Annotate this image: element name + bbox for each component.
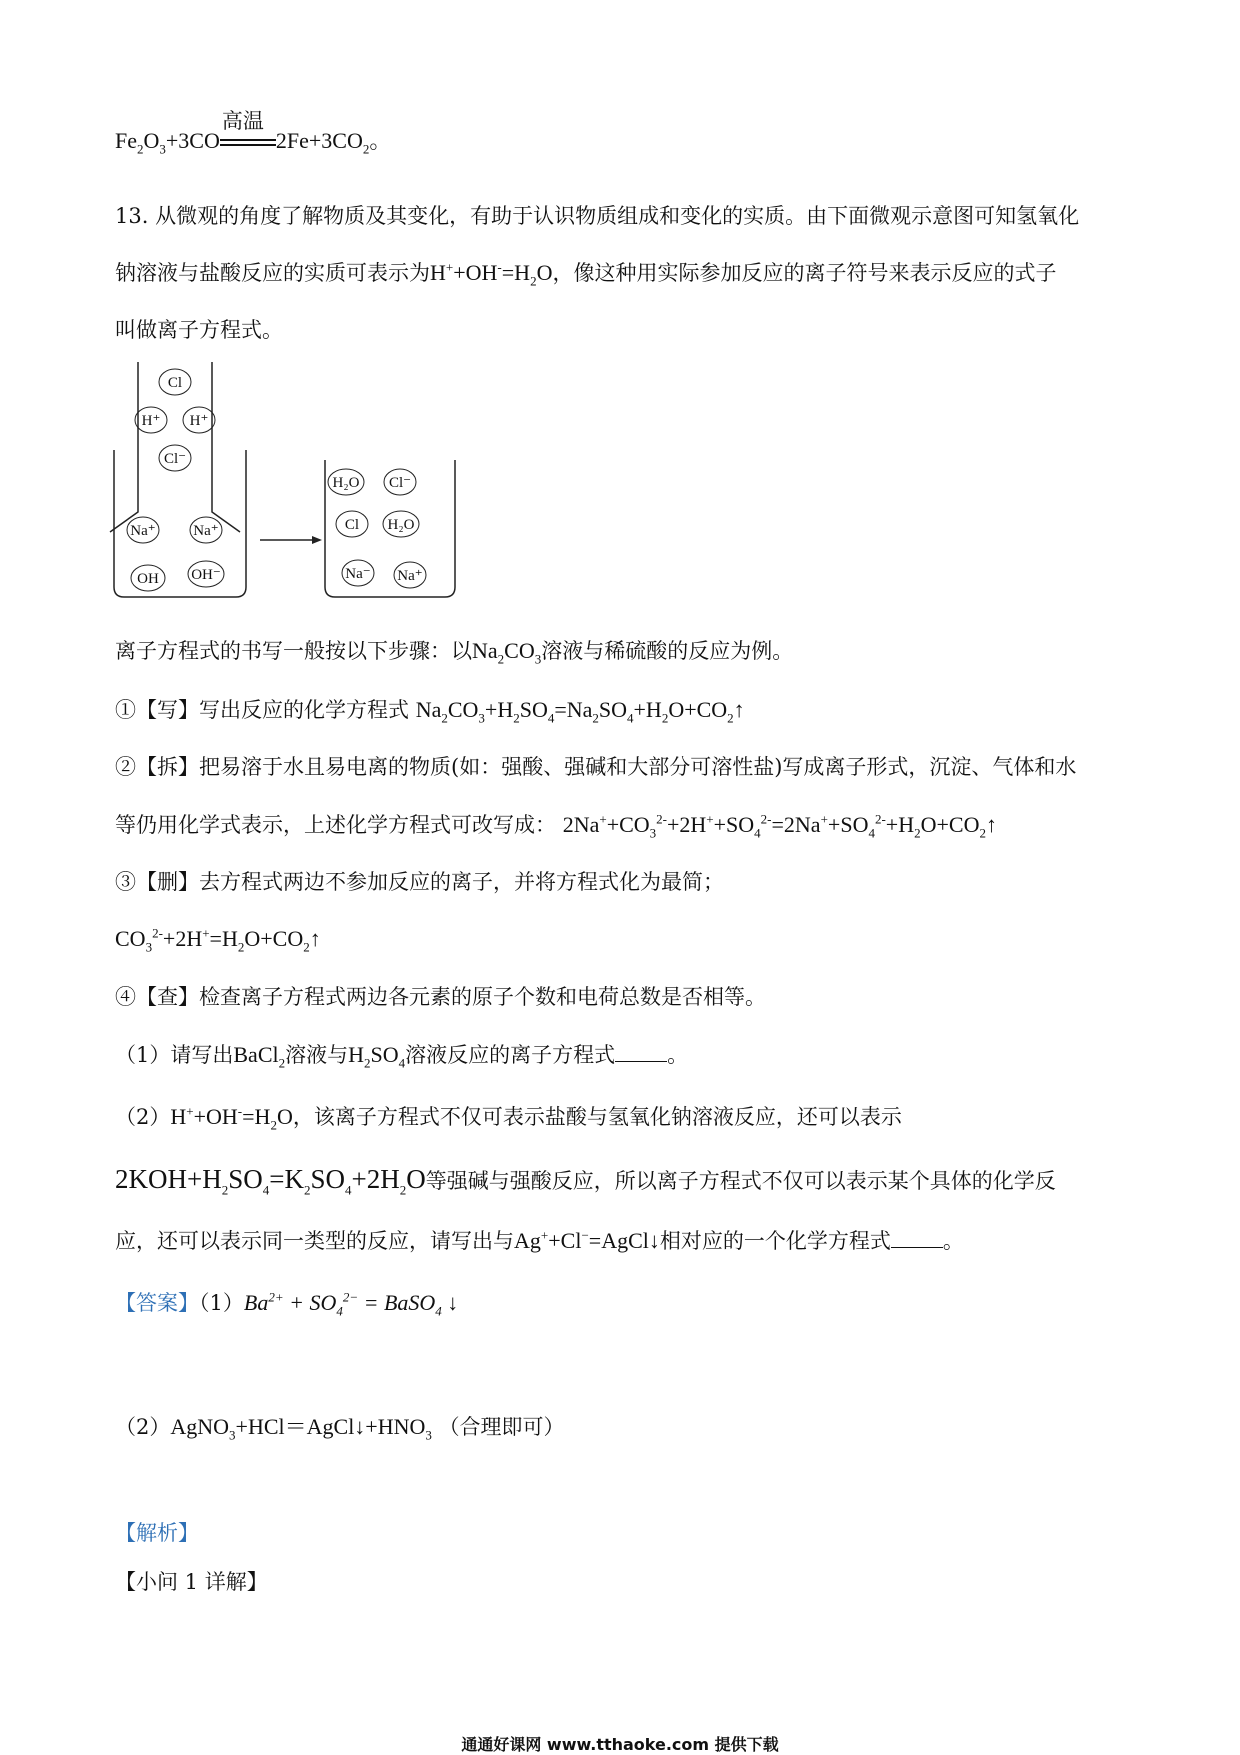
svg-text:Na⁺: Na⁺ xyxy=(130,523,156,539)
svg-text:H₂O: H₂O xyxy=(332,475,360,491)
page-footer: 通通好课网 www.tthaoke.com 提供下载 xyxy=(461,1735,779,1754)
svg-text:Na⁻: Na⁻ xyxy=(345,566,371,582)
question-13-line2: 钠溶液与盐酸反应的实质可表示为$H^++OH^-=H_2O$，像这种用实际参加反应的离子符号来表示反应的式子 xyxy=(115,259,1057,289)
microscopic-diagram xyxy=(100,362,460,612)
ion-oh xyxy=(131,565,165,591)
ion-h-plus xyxy=(135,407,167,433)
question-13-line1: 13. 从微观的角度了解物质及其变化，有助于认识物质组成和变化的实质。由下面微观示意图可知氢氧化 xyxy=(115,204,1080,228)
svg-text:OH⁻: OH⁻ xyxy=(191,567,221,583)
ion-na-plus xyxy=(190,517,222,543)
step-4: ④【查】检查离子方程式两边各元素的原子个数和电荷总数是否相等。 xyxy=(115,985,766,1009)
ion-na-plus xyxy=(127,517,159,543)
question-13-line3: 叫做离子方程式。 xyxy=(115,318,283,342)
step-3-equation: $CO_3^{2-}+2H^+=H_2O+CO_2↑$ xyxy=(115,925,321,955)
svg-text:H⁺: H⁺ xyxy=(141,413,161,429)
ion-cl-minus xyxy=(159,445,191,471)
step-1: ①【写】写出反应的化学方程式 $Na_2CO_3+H_2SO_4=Na_2SO_4+H_2O+CO_2↑$ xyxy=(115,697,745,726)
molecule-h2o xyxy=(383,511,419,537)
svg-text:H₂O: H₂O xyxy=(387,517,415,533)
ion-oh-minus xyxy=(188,561,224,587)
svg-text:Cl⁻: Cl⁻ xyxy=(163,451,187,467)
svg-text:Na⁺: Na⁺ xyxy=(397,568,423,584)
answer-2: $(2)AgNO_3+HCl=AgCl↓+HNO_3$ （合理即可） xyxy=(115,1414,565,1443)
ion-cl xyxy=(159,369,191,395)
step-2-line2: 等仍用化学式表示，上述化学方程式可改写成： $2Na^++CO_3^{2-}+2H^++SO_4^{2-}=2Na^++SO_4^{2-}+H_2O+CO_2↑$ xyxy=(115,811,997,841)
sub-question-2-line2: $2KOH+H_2SO_4=K_2SO_4+2H_2O$等强碱与强酸反应，所以离子方程式不仅可以表示某个具体的化学反 xyxy=(115,1164,1056,1198)
svg-text:Cl: Cl xyxy=(344,517,360,533)
sub-question-2-line3: 应，还可以表示同一类型的反应，请写出与Ag++Cl−=AgCl↓相对应的一个化学方程式 。 xyxy=(115,1227,964,1253)
answer-blank[interactable] xyxy=(615,1043,667,1062)
svg-text:Cl⁻: Cl⁻ xyxy=(388,475,412,491)
ion-na xyxy=(342,560,374,586)
ion-h-plus xyxy=(183,407,215,433)
answer-1: 【答案】$(1)Ba^{2+} + SO_4^{2-}$ = BaSO$_4$ ↓ xyxy=(115,1289,459,1319)
previous-equation: $Fe_2O_3+3CO$ 高温 $2Fe+3CO_2$。 xyxy=(115,108,392,157)
sub-question-2-line1: $(2)H^++OH^-=H_2O$，该离子方程式不仅可表示盐酸与氢氧化钠溶液反应，还可以表示 xyxy=(115,1103,902,1133)
answer-blank[interactable] xyxy=(891,1229,943,1248)
svg-text:H⁺: H⁺ xyxy=(189,413,209,429)
ion-na-plus xyxy=(394,562,426,588)
molecule-h2o xyxy=(328,469,364,495)
steps-intro: 离子方程式的书写一般按以下步骤：以$Na_2CO_3$溶液与稀硫酸的反应为例。 xyxy=(115,638,794,667)
analysis-label: 【解析】 xyxy=(115,1521,199,1545)
svg-text:Na⁺: Na⁺ xyxy=(193,523,219,539)
svg-text:Cl: Cl xyxy=(167,375,183,391)
step-2-line1: ②【拆】把易溶于水且易电离的物质(如：强酸、强碱和大部分可溶性盐)写成离子形式，沉淀、气体和水 xyxy=(115,755,1077,779)
ion-cl-minus xyxy=(384,469,416,495)
sub-question-1: （1）请写出BaCl$_2$溶液与$H_2SO_4$溶液反应的离子方程式 。 xyxy=(115,1042,689,1071)
sub-question-1-detail: 【小问 1 详解】 xyxy=(115,1570,268,1594)
svg-text:OH: OH xyxy=(137,571,159,587)
answer-label: 【答案】 xyxy=(115,1291,199,1315)
ion-cl xyxy=(336,511,368,537)
reaction-condition: 高温 xyxy=(220,128,276,148)
step-3: ③【删】去方程式两边不参加反应的离子，并将方程式化为最简； xyxy=(115,870,724,894)
